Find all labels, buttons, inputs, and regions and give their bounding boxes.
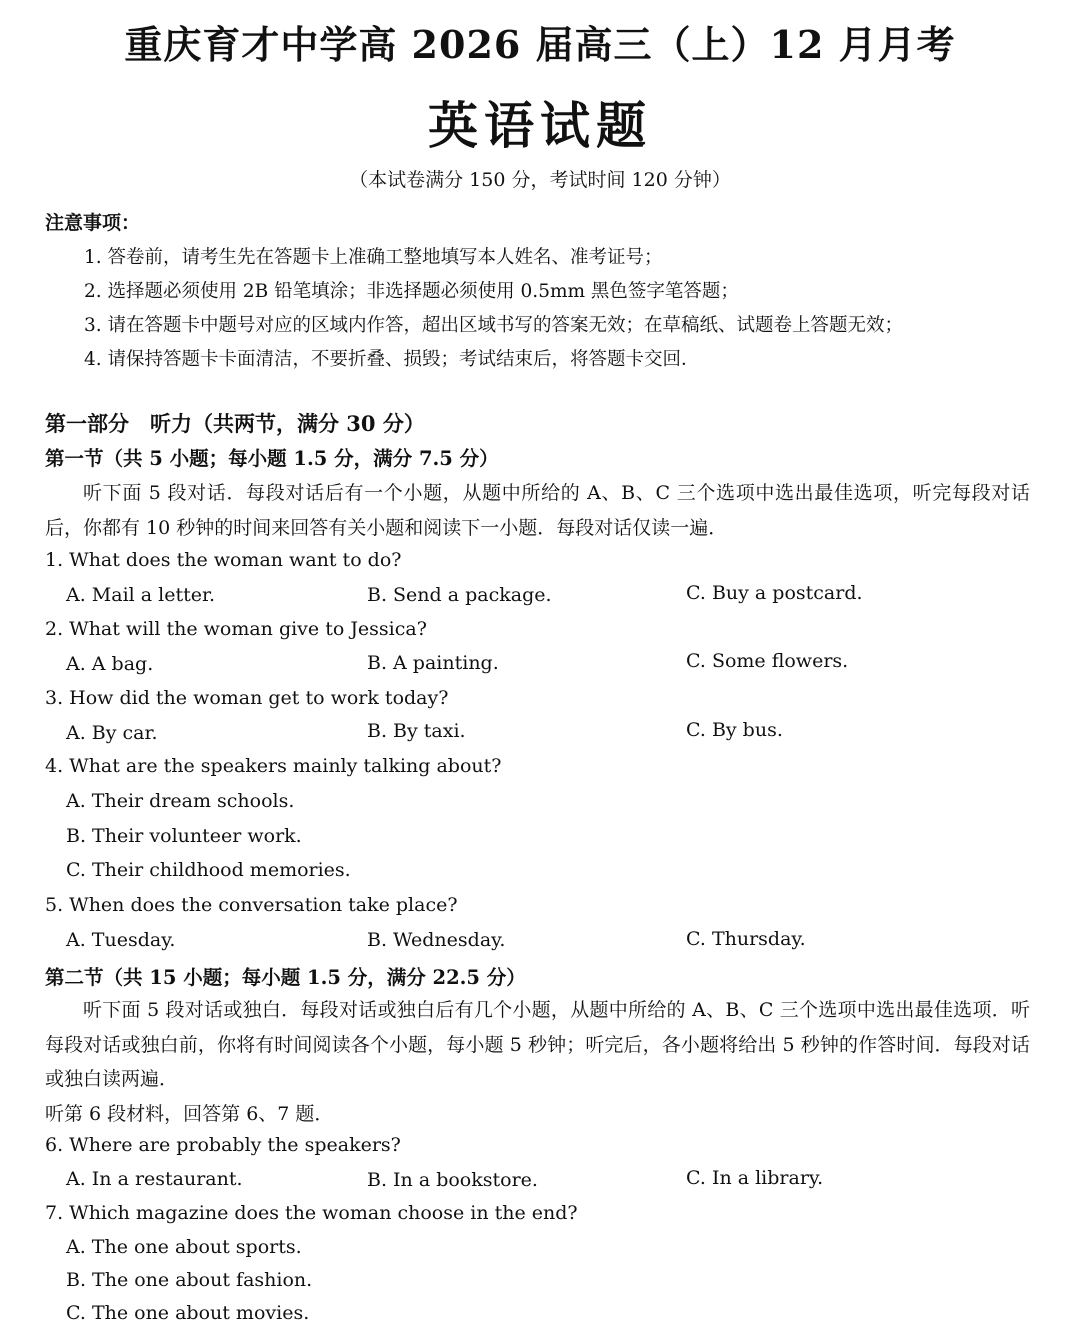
option-a: A. Their dream schools.	[66, 790, 295, 812]
option-a: A. The one about sports.	[66, 1236, 302, 1258]
question-text: 7. Which magazine does the woman choose in the end?	[45, 1202, 578, 1224]
option-a: A. Mail a letter.	[66, 584, 216, 606]
notice-heading: 注意事项：	[45, 212, 141, 234]
option-b: B. Send a package.	[367, 584, 552, 606]
question-text: 6. Where are probably the speakers?	[45, 1134, 401, 1156]
notice-item: 1. 答卷前，请考生先在答题卡上准确工整地填写本人姓名、准考证号；	[84, 247, 663, 268]
option-b: B. The one about fashion.	[66, 1269, 313, 1291]
option-a: A. A bag.	[66, 653, 154, 675]
option-c: C. Buy a postcard.	[686, 582, 863, 604]
option-a: A. By car.	[66, 722, 158, 744]
option-c: C. Some flowers.	[686, 650, 849, 672]
question-text: 3. How did the woman get to work today?	[45, 687, 449, 709]
option-c: C. The one about movies.	[66, 1302, 310, 1324]
material-heading: 听第 6 段材料，回答第 6、7 题．	[45, 1103, 334, 1125]
part-title: 第一部分 听力（共两节，满分 30 分）	[45, 411, 425, 436]
exam-info: （本试卷满分 150 分，考试时间 120 分钟）	[349, 169, 731, 191]
option-b: B. Their volunteer work.	[66, 825, 302, 847]
section-instructions: 听下面 5 段对话或独白．每段对话或独白后有几个小题，从题中所给的 A、B、C 三个选项中选出最佳选项．听每段对话或独白前，你将有时间阅读各个小题，每小题 5 秒钟；听完后，各小题将给出 5 秒钟的作答时间．每段对话或独白读两遍．	[45, 999, 1030, 1090]
option-c: C. Their childhood memories.	[66, 859, 351, 881]
section-title: 第二节（共 15 小题；每小题 1.5 分，满分 22.5 分）	[45, 966, 526, 989]
option-a: A. Tuesday.	[66, 929, 176, 951]
option-b: B. A painting.	[367, 652, 499, 674]
exam-title: 重庆育才中学高 2026 届高三（上）12 月月考	[124, 22, 956, 67]
option-c: C. In a library.	[686, 1167, 824, 1189]
section-instructions: 听下面 5 段对话．每段对话后有一个小题，从题中所给的 A、B、C 三个选项中选出最佳选项，听完每段对话后，你都有 10 秒钟的时间来回答有关小题和阅读下一小题．每段对话仅读一遍．	[45, 482, 1030, 539]
option-c: C. By bus.	[686, 719, 783, 741]
question-text: 4. What are the speakers mainly talking about?	[45, 755, 502, 777]
notice-item: 2. 选择题必须使用 2B 铅笔填涂；非选择题必须使用 0.5mm 黑色签字笔答题；	[84, 281, 739, 302]
subject-title: 英语试题	[428, 96, 652, 155]
section-title: 第一节（共 5 小题；每小题 1.5 分，满分 7.5 分）	[45, 447, 499, 470]
question-text: 5. When does the conversation take place?	[45, 894, 458, 916]
option-c: C. Thursday.	[686, 928, 806, 950]
option-b: B. By taxi.	[367, 720, 466, 742]
option-b: B. Wednesday.	[367, 929, 506, 951]
question-text: 2. What will the woman give to Jessica?	[45, 618, 427, 640]
question-text: 1. What does the woman want to do?	[45, 549, 402, 571]
option-a: A. In a restaurant.	[66, 1168, 243, 1190]
notice-item: 4. 请保持答题卡卡面清洁，不要折叠、损毁；考试结束后，将答题卡交回．	[84, 349, 700, 370]
notice-item: 3. 请在答题卡中题号对应的区域内作答，超出区域书写的答案无效；在草稿纸、试题卷上答题无效；	[84, 315, 904, 336]
option-b: B. In a bookstore.	[367, 1169, 538, 1191]
